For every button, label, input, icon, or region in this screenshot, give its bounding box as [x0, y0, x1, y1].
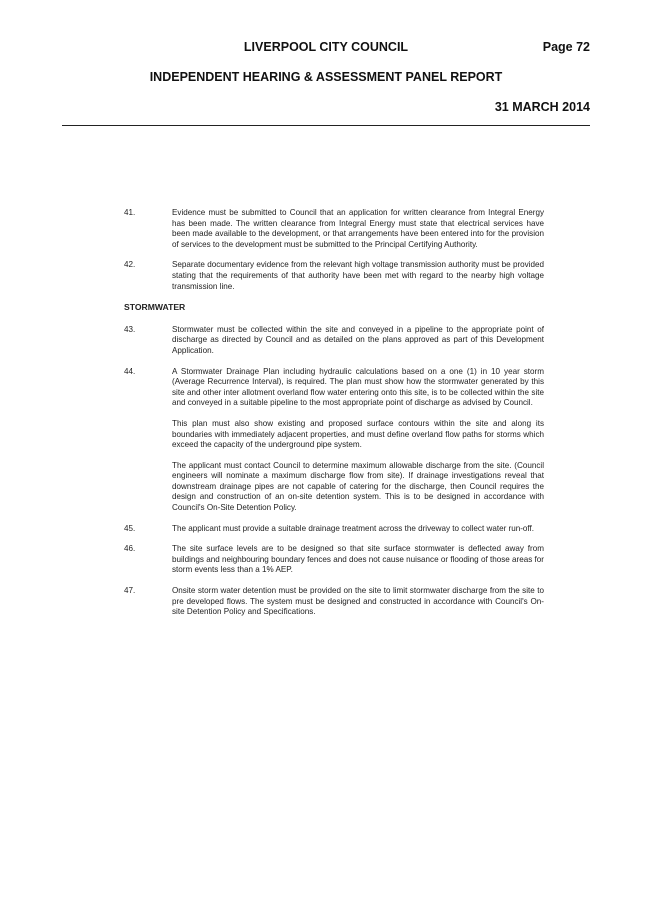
condition-number: 46. [124, 544, 136, 554]
condition-text: A Stormwater Drainage Plan including hydraulic calculations based on a one (1) in 10 year storm (Average Recurrence Interval), is required. The plan must show how the stormwater generated by this site and other inter allotment overland flow water entering onto this site, is to be collected within the site and conveyed in a suitable pipeline to the most appropriate point of discharge as advised by Council. [172, 366, 544, 408]
condition-44-paragraph-2: This plan must also show existing and proposed surface contours within the site and along its boundaries with immediately adjacent properties, and must define overland flow paths for storms which exceed the capacity of the underground pipe system. [172, 418, 544, 450]
condition-text: The applicant must provide a suitable drainage treatment across the driveway to collect water run-off. [172, 523, 535, 533]
condition-text: The site surface levels are to be designed so that site surface stormwater is deflected away from buildings and neighbouring boundary fences and does not cause nuisance or flooding of those areas for storm events less than a 1% AEP. [172, 544, 544, 575]
condition-text: Separate documentary evidence from the relevant high voltage transmission authority must be provided stating that the requirements of that authority have been met with regard to the nearby high voltage transmission line. [172, 260, 544, 291]
council-name: LIVERPOOL CITY COUNCIL [243, 40, 409, 54]
condition-number: 44. [124, 366, 136, 376]
condition-number: 41. [124, 208, 136, 217]
condition-number: 43. [124, 324, 136, 334]
condition-46 [124, 544, 544, 576]
condition-text: Onsite storm water detention must be provided on the site to limit stormwater discharge from the site to pre developed flows. The system must be designed and constructed in accordance with Council's On-site Detention Policy and Specifications. [172, 586, 544, 617]
page-number: Page 72 [542, 40, 590, 54]
condition-45 [124, 524, 544, 535]
condition-number: 42. [124, 260, 136, 270]
condition-text: Evidence must be submitted to Council that an application for written clearance from Integral Energy has been made. The written clearance from Integral Energy must state that electrical services have been made available to the development, or that arrangements have been entered into for the provision of services to the development must be submitted to the Principal Certifying Authority. [172, 208, 544, 249]
condition-41 [124, 208, 544, 250]
condition-47 [124, 586, 544, 618]
report-date: 31 MARCH 2014 [494, 100, 590, 114]
condition-44 [124, 367, 544, 409]
report-title: INDEPENDENT HEARING & ASSESSMENT PANEL REPORT [149, 70, 503, 84]
condition-text: Stormwater must be collected within the site and conveyed in a pipeline to the appropriate point of discharge as directed by Council and as detailed on the plans approved as part of this Development Application. [172, 324, 544, 355]
condition-number: 47. [124, 586, 136, 596]
header-divider [62, 125, 590, 126]
condition-42 [124, 260, 544, 292]
condition-43 [124, 325, 544, 357]
condition-44-paragraph-3: The applicant must contact Council to determine maximum allowable discharge from the site. (Council engineers will nominate a maximum discharge flow from site). If drainage investigations reveal that downstream drainage pipes are not capable of catering for the discharge, then Council requires the design and construction of an on-site detention system. This is to be designed in accordance with Council's On-Site Detention Policy. [172, 460, 544, 513]
conditions-body [124, 208, 544, 628]
condition-number: 45. [124, 523, 136, 533]
section-heading-stormwater: STORMWATER [124, 302, 186, 313]
